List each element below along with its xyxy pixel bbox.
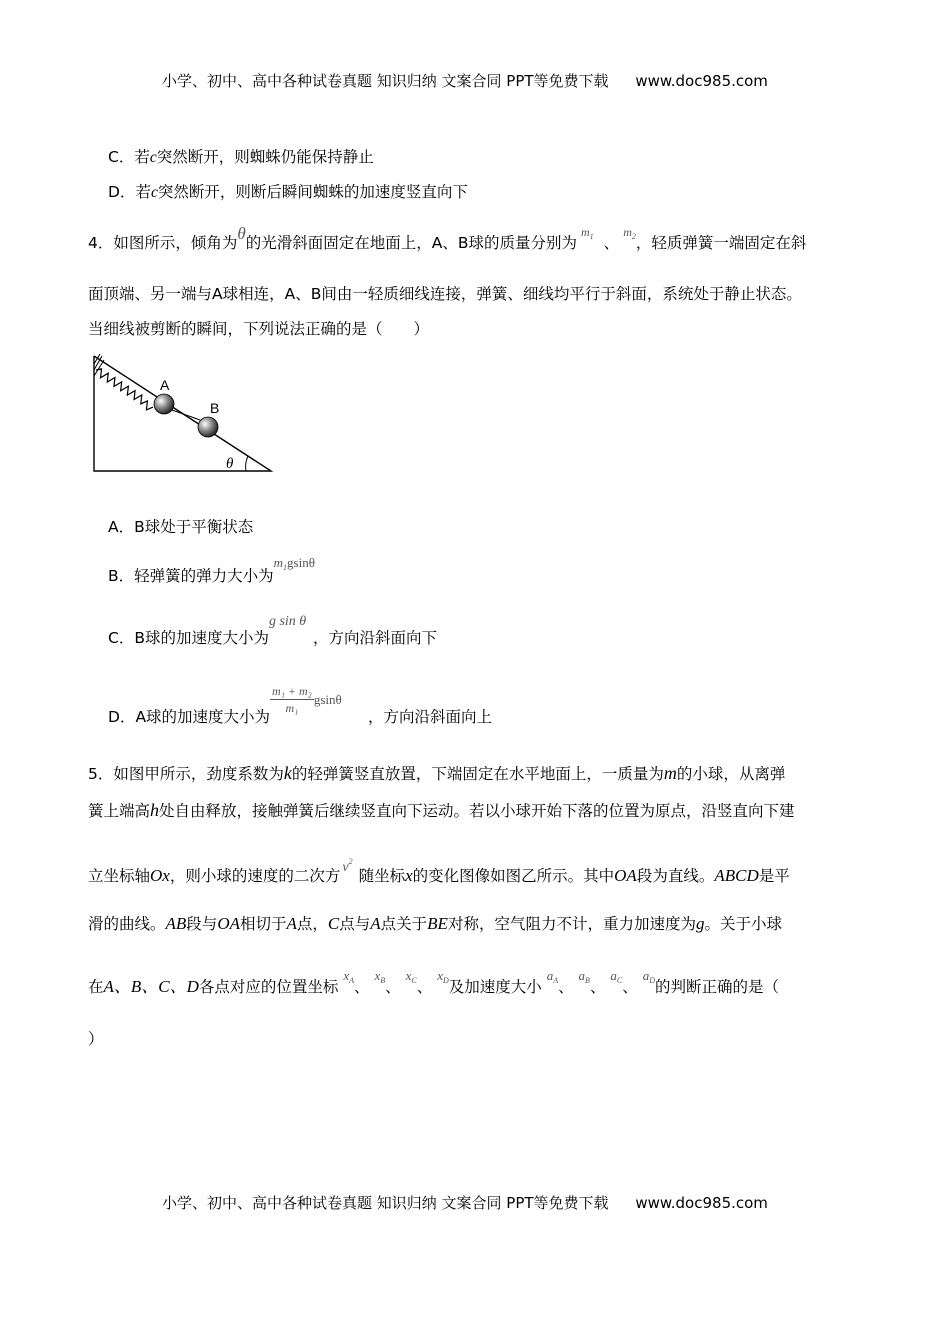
q5-line-2: 簧上端高h处自由释放，接触弹簧后继续竖直向下运动。若以小球开始下落的位置为原点，沿竖直向下建	[88, 800, 795, 820]
q4-line-3: 当细线被剪断的瞬间，下列说法正确的是（ ）	[88, 320, 430, 338]
q5-line-4: 滑的曲线。AB段与OA相切于A点，C点与A点关于BE对称，空气阻力不计，重力加速度为g。关于小球	[88, 914, 782, 933]
header-url[interactable]: www.doc985.com	[635, 72, 768, 90]
label-a: A	[160, 377, 170, 393]
page-footer	[162, 1192, 768, 1213]
footer-url[interactable]: www.doc985.com	[635, 1194, 768, 1212]
thread	[172, 410, 200, 420]
ball-b	[198, 417, 218, 437]
q5-line-5: 在A、B、C、D各点对应的位置坐标 $^{x_A}$、 $^{x_B}$、 $^{x_C}$、 $^{x_D}$及加速度大小 $^{a_A}$、 $^{a_B}$、 $^{a_C}$、 $^{a_D}$的判断正确的是（	[88, 968, 779, 996]
q4-line-1: 4．如图所示，倾角为θ的光滑斜面固定在地面上，A、B球的质量分别为$^{m_1}$ 、$^{m_2}$，轻质弹簧一端固定在斜	[88, 224, 807, 252]
q5-line-3: 立坐标轴Ox，则小球的速度的二次方 $v^2$随坐标x的变化图像如图乙所示。其中OA段为直线。ABCD是平	[88, 857, 790, 885]
incline-figure	[88, 352, 278, 477]
q4-line-2: 面顶端、另一端与A球相连，A、B间由一轻质细线连接，弹簧、细线均平行于斜面，系统处于静止状态。	[88, 285, 802, 303]
m1-symbol: m1	[581, 225, 594, 241]
formula-b: m1gsinθ	[273, 555, 315, 572]
q3-option-d: D．若c突然断开，则断后瞬间蜘蛛的加速度竖直向下	[108, 183, 468, 201]
formula-d: $\frac{\text{m₁ + m₂}}{\text{m₁}}$ gsinθ	[272, 684, 342, 715]
q3-option-c: C．若c突然断开，则蜘蛛仍能保持静止	[108, 148, 374, 166]
theta-symbol: θ	[237, 224, 246, 243]
label-theta: θ	[226, 456, 234, 472]
q5-number: 5．	[88, 765, 114, 783]
q4-option-c: C．B球的加速度大小为g sin θ，方向沿斜面向下	[108, 614, 437, 647]
ball-a	[154, 394, 174, 414]
q5-line-6: ）	[88, 1030, 104, 1048]
q4-option-b: B．轻弹簧的弹力大小为$^{m_1gsin\theta}$	[108, 555, 315, 585]
header-text: 小学、初中、高中各种试卷真题 知识归纳 文案合同 PPT等免费下载	[162, 72, 609, 90]
label-b: B	[210, 400, 220, 416]
footer-text: 小学、初中、高中各种试卷真题 知识归纳 文案合同 PPT等免费下载	[162, 1194, 609, 1212]
formula-c: g sin θ	[268, 614, 307, 629]
q4-option-d: D．A球的加速度大小为 $\frac{\text{m₁ + m₂}}{\text{m₁}}$ gsinθ，方向沿斜面向上	[108, 684, 493, 726]
page-header	[162, 70, 768, 91]
q4-option-a: A．B球处于平衡状态	[108, 518, 254, 536]
q5-line-1: 5．如图甲所示，劲度系数为k的轻弹簧竖直放置，下端固定在水平地面上，一质量为m的小球，从离弹	[88, 763, 786, 783]
q4-number: 4．	[88, 234, 114, 252]
m2-symbol: m2	[623, 225, 636, 241]
v-squared: $v^2$	[342, 857, 353, 875]
